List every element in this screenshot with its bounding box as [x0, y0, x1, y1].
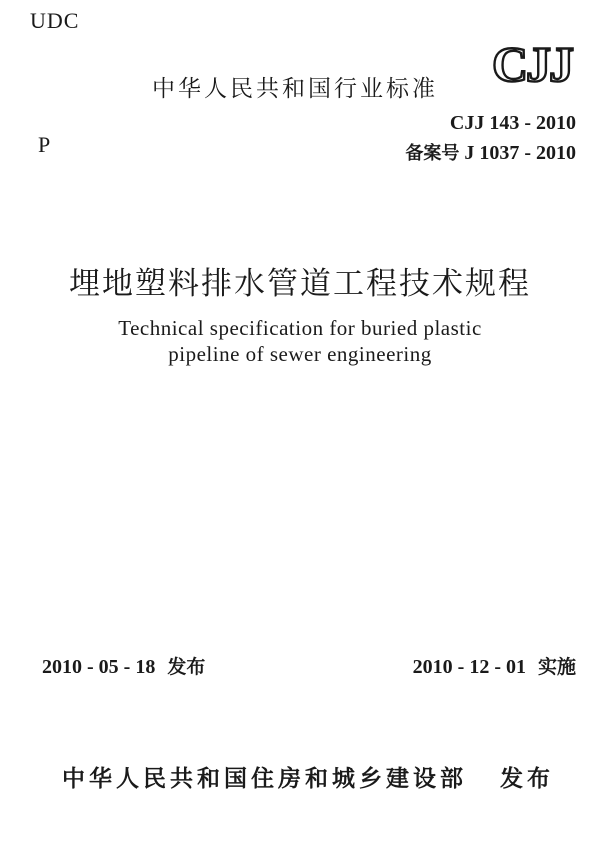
standard-type: 中华人民共和国行业标准	[152, 76, 438, 102]
implement-date-row	[413, 652, 576, 679]
issue-date: 2010 - 05 - 18	[42, 656, 156, 678]
svg-text:CJJ: CJJ	[491, 36, 573, 90]
publish-label: 发布	[500, 766, 554, 792]
standard-code: CJJ 143 - 2010	[449, 112, 576, 134]
implement-label: 实施	[537, 656, 576, 678]
title-english-line1: Technical specification for buried plastic	[118, 316, 482, 340]
issue-label: 发布	[167, 656, 206, 678]
title-chinese: 埋地塑料排水管道工程技术规程	[69, 266, 531, 302]
implement-date: 2010 - 12 - 01	[412, 656, 526, 678]
record-code: J 1037 - 2010	[464, 142, 576, 164]
udc-label: UDC	[30, 8, 80, 33]
record-number	[405, 139, 576, 165]
publisher: 中华人民共和国住房和城乡建设部	[62, 766, 467, 792]
issue-date-row	[42, 652, 205, 679]
cjj-logo	[482, 34, 582, 90]
classification-code: P	[38, 132, 51, 157]
title-english-line2: pipeline of sewer engineering	[168, 342, 432, 366]
record-label: 备案号	[405, 143, 460, 164]
